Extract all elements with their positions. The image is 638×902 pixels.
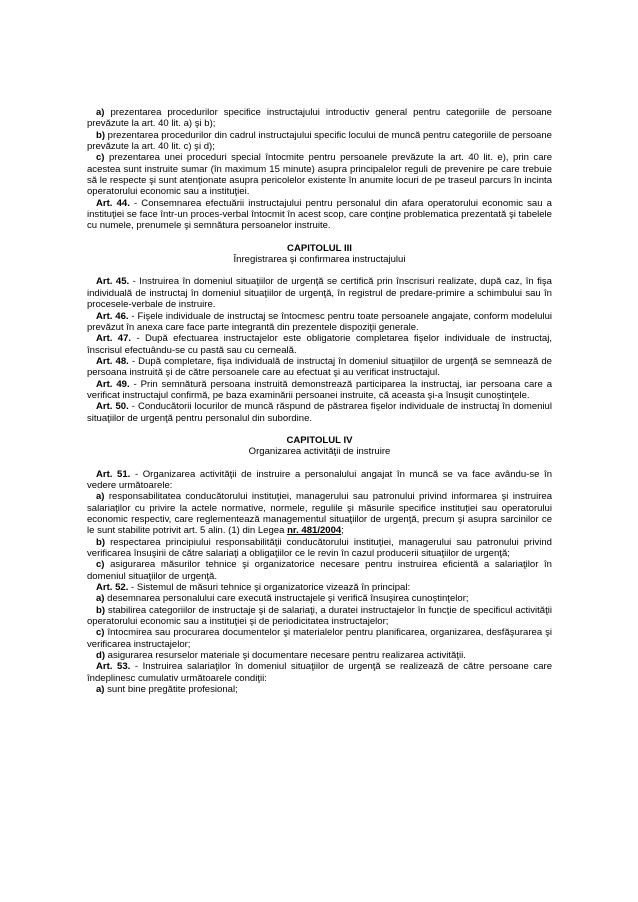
paragraph	[87, 107, 552, 130]
paragraph	[87, 198, 552, 232]
paragraph	[87, 537, 552, 560]
paragraph	[87, 152, 552, 197]
paragraph-label: a)	[96, 491, 105, 503]
paragraph	[87, 311, 552, 334]
paragraph	[87, 356, 552, 379]
paragraph	[87, 582, 552, 593]
paragraph-label: a)	[96, 593, 105, 605]
paragraph	[87, 593, 552, 604]
paragraph	[87, 379, 552, 402]
paragraph-text: - Fişele individuale de instructaj se întocmesc pentru toate persoanele angajate, conform modelului prevăzut în anexa care face parte integrantă din prezentele dispoziţii generale.	[87, 310, 553, 333]
paragraph-text: - Sistemul de măsuri tehnice şi organizatorice vizează în principal:	[128, 582, 411, 594]
paragraph-text: sunt bine pregătite profesional;	[104, 684, 238, 696]
paragraph	[87, 627, 552, 650]
paragraph-label: b)	[96, 536, 106, 548]
paragraph	[87, 469, 552, 492]
chapter-subtitle: Înregistrarea şi confirmarea instructajului	[233, 254, 406, 266]
paragraph-text: asigurarea măsurilor tehnice şi organizatorice necesare pentru instruirea eficientă a salariaţilor în domeniul situaţiilor de urgenţă.	[87, 559, 552, 582]
paragraph-text-end: ;	[341, 525, 344, 537]
paragraph	[87, 491, 552, 536]
paragraph-text: prezentarea procedurilor specifice instructajului introductiv general pentru categoriile de persoane prevăzute la art. 40 lit. a) şi b);	[87, 107, 552, 130]
paragraph	[87, 276, 552, 310]
paragraph-label: Art. 49.	[96, 378, 130, 390]
paragraph	[87, 130, 552, 153]
paragraph-label: Art. 50.	[96, 401, 129, 413]
paragraph	[87, 401, 552, 424]
paragraph	[87, 661, 552, 684]
paragraph-label: d)	[96, 650, 106, 662]
paragraph-group-b	[87, 276, 552, 423]
paragraph-group-c	[87, 469, 552, 696]
law-link[interactable]: nr. 481/2004	[287, 525, 342, 537]
paragraph-label: Art. 47.	[96, 333, 132, 345]
paragraph-text: - Prin semnătură persoana instruită demonstrează participarea la instructaj, iar persoana care a verificat instructajul confirmă, pe baza examinării persoanei instruite, că aceasta şi-a însuşit cunoştinţele.	[87, 378, 552, 401]
paragraph-label: Art. 48.	[96, 355, 129, 367]
paragraph-text: - Conducătorii locurilor de muncă răspund de păstrarea fişelor individuale de instructaj în domeniul situaţiilor de urgenţă pentru personalul din subordine.	[87, 401, 552, 424]
paragraph-label: Art. 45.	[96, 276, 130, 288]
paragraph	[87, 605, 552, 628]
chapter-title: CAPITOLUL IV	[286, 434, 353, 446]
paragraph	[87, 650, 552, 661]
paragraph-text: - Consemnarea efectuării instructajului pentru personalul din afara operatorului economic sau a instituţiei se face într-un proces-verbal întocmit în acest scop, care conţine problematica prezentată şi tabelele cu numele, prenumele şi semnătura persoanelor instruite.	[87, 197, 552, 232]
paragraph-text: - Instruirea salariaţilor în domeniul situaţiilor de urgenţă se realizează de către persoane care îndeplinesc cumulativ următoarele condiţii:	[87, 661, 552, 684]
paragraph-label: c)	[96, 152, 105, 164]
paragraph-label: a)	[96, 107, 105, 118]
paragraph-text: desemnarea personalului care execută instructajele şi verifică însuşirea cunoştinţelor;	[104, 593, 469, 605]
paragraph	[87, 559, 552, 582]
paragraph-label: Art. 52.	[96, 582, 129, 594]
paragraph-label: c)	[96, 559, 105, 571]
paragraph-label: b)	[96, 129, 106, 141]
paragraph-text: - Instruirea în domeniul situaţiilor de urgenţă se certifică prin înscrisuri realizate, după caz, în fişa individuală de instructaj în domeniul situaţiilor de urgenţă, în registrul de predare-primire a schimbului sau în procesele-verbale de instruire.	[87, 276, 552, 311]
paragraph-text: respectarea principiului responsabilităţii conducătorului instituţiei, managerului sau patronului privind verificarea însuşirii de către salariaţi a obligaţiilor ce le revin în cazul producerii situaţiilor de urgenţă;	[87, 536, 552, 560]
paragraph-label: Art. 51.	[96, 468, 131, 480]
paragraph-text: stabilirea categoriilor de instructaje şi de salariaţi, a duratei instructajelor în funcţie de specificul activităţii operatorului economic sau a instituţiei şi de periodicitatea instructajelor;	[87, 604, 552, 628]
paragraph	[87, 684, 552, 695]
paragraph-label: b)	[96, 604, 106, 616]
paragraph-label: a)	[96, 684, 105, 696]
paragraph-text: întocmirea sau procurarea documentelor şi materialelor pentru planificarea, organizarea, desfăşurarea şi verificarea instructajelor;	[87, 627, 552, 650]
paragraph-text: asigurarea resurselor materiale şi documentare necesare pentru realizarea activităţii.	[105, 650, 466, 662]
paragraph-label: c)	[96, 627, 105, 639]
paragraph-text: - După completare, fişa individuală de instructaj în domeniul situaţiilor de urgenţă se semnează de persoana instruită şi de către persoanele care au efectuat şi au verificat instructajul.	[87, 355, 552, 379]
paragraph-text: prezentarea unei proceduri special întocmite pentru persoanele prevăzute la art. 40 lit. e), prin care acestea sunt instruite sumar (în maximum 15 minute) asupra principalelor reguli de prevenire pe care trebuie să le respecte şi sunt atenţionate asupra pericolelor existente în anumite locuri de pe traseul parcurs în incinta operatorului economic sau a instituţiei.	[87, 152, 552, 198]
paragraph-text: prezentarea procedurilor din cadrul instructajului specific locului de muncă pentru categoriile de persoane prevăzute la art. 40 lit. c) şi d);	[87, 129, 552, 153]
chapter-subtitle: Organizarea activităţii de instruire	[248, 446, 391, 458]
paragraph-label: Art. 53.	[96, 661, 131, 673]
paragraph-label: Art. 46.	[96, 310, 129, 322]
paragraph-text: responsabilitatea conducătorului instituţiei, managerului sau patronului privind informarea şi instruirea salariaţilor cu privire la actele normative, normele, regulile şi măsurile specifice instituţiei sau operatorului economic respectiv, care reglementează managementul situaţiilor de urgenţă, precum şi asupra sarcinilor ce le sunt stabilite potrivit art. 5 alin. (1) din Legea	[87, 491, 552, 537]
paragraph	[87, 333, 552, 356]
paragraph-label: Art. 44.	[96, 197, 130, 209]
chapter-title: CAPITOLUL III	[287, 242, 352, 254]
paragraph-text: - După efectuarea instructajelor este obligatorie completarea fişelor individuale de instructaj, înscrisul efectuându-se cu pastă sau cu cerneală.	[87, 333, 552, 356]
paragraph-group-a	[87, 107, 552, 232]
paragraph-text: - Organizarea activităţii de instruire a personalului angajat în muncă se va face avându-se în vedere următoarele:	[87, 468, 552, 491]
document-page	[87, 107, 552, 696]
